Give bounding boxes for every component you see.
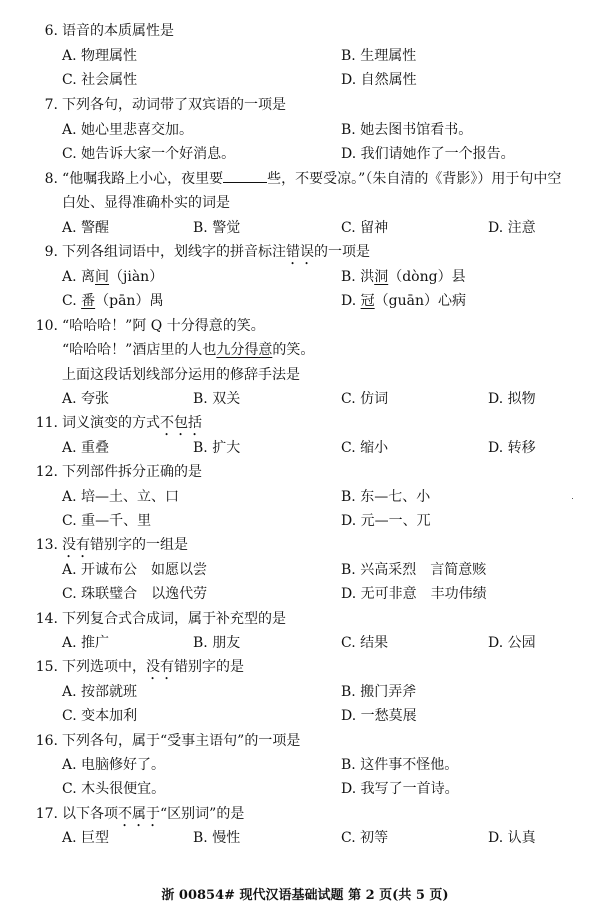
question-stem (0, 168, 561, 188)
option-c: C. 变本加利 (62, 708, 138, 724)
underlined-char: 间 (95, 269, 110, 285)
question-stem (0, 608, 286, 628)
underlined-char: 洞 (374, 269, 389, 285)
question-stem (0, 315, 265, 335)
option-a: A. 电脑修好了。 (62, 757, 166, 773)
question-stem (0, 730, 300, 750)
emphasis-text: 错误 (286, 244, 314, 260)
page-footer: 浙 00854# 现代汉语基础试题 第 2 页(共 5 页) (161, 888, 449, 903)
pinyin: （guān）心病 (374, 293, 466, 309)
stem-text: 错别字的一组是 (90, 537, 188, 553)
option-c: C. 她告诉大家一个好消息。 (62, 146, 236, 162)
stem-text: 些，不要受凉。”（朱自清的《背影》）用于句中空 (267, 171, 562, 187)
option-b: B. 她去图书馆看书。 (341, 122, 473, 138)
option-d: D. 我写了一首诗。 (341, 781, 459, 797)
question-number: 16. (35, 733, 58, 749)
question-stem (0, 412, 202, 439)
answer-blank (223, 181, 267, 183)
option-label: B. 洪 (341, 269, 375, 285)
option-c: C. 木头很便宜。 (62, 781, 166, 797)
option-a: A. 夸张 (62, 391, 110, 407)
stem-text: 的笑。 (272, 342, 315, 358)
option-d: D. 转移 (488, 440, 536, 456)
question-number: 11. (35, 415, 58, 431)
question-stem (0, 20, 174, 40)
option-b: B. 搬门弄斧 (341, 684, 417, 700)
option-c (62, 290, 163, 310)
question-number: 9. (44, 244, 58, 260)
option-b (341, 266, 466, 286)
option-d: D. 注意 (488, 220, 536, 236)
option-a: A. 物理属性 (62, 48, 138, 64)
pinyin: （dòng）县 (388, 269, 466, 285)
stem-text: “他嘱我路上小心，夜里要 (62, 171, 224, 187)
emphasis-text: 不属于 (118, 806, 160, 822)
option-label: A. 离 (62, 269, 96, 285)
option-a: A. 培—土、立、口 (62, 489, 180, 505)
option-d: D. 我们请她作了一个报告。 (341, 146, 515, 162)
scan-speck (572, 498, 573, 499)
option-a: A. 按部就班 (62, 684, 138, 700)
option-c: C. 结果 (341, 635, 389, 651)
question-number: 7. (44, 97, 58, 113)
option-a: A. 重叠 (62, 440, 110, 456)
stem-text: 下列选项中， (62, 659, 146, 675)
question-number: 14. (35, 611, 58, 627)
stem-text: 下列各组词语中，划线字的拼音标注 (62, 244, 286, 260)
option-b: B. 慢性 (193, 830, 241, 846)
stem-text: 语音的本质属性是 (62, 23, 174, 39)
emphasis-text: 没有 (62, 537, 90, 553)
stem-continuation (62, 339, 314, 359)
option-b: B. 生理属性 (341, 48, 417, 64)
question-number: 13. (35, 537, 58, 553)
option-c: C. 缩小 (341, 440, 389, 456)
option-d: D. 一愁莫展 (341, 708, 417, 724)
stem-continuation: 上面这段话划线部分运用的修辞手法是 (62, 367, 300, 383)
option-b: B. 朋友 (193, 635, 241, 651)
option-b: B. 这件事不怪他。 (341, 757, 459, 773)
stem-text: 下列各句，动词带了双宾语的一项是 (62, 97, 286, 113)
stem-text: 的一项是 (314, 244, 370, 260)
option-a: A. 她心里悲喜交加。 (62, 122, 194, 138)
underlined-char: 冠 (360, 293, 375, 309)
stem-text: 下列各句，属于“受事主语句”的一项是 (62, 733, 301, 749)
question-stem (0, 803, 244, 830)
stem-text: “哈哈哈！”阿 Q 十分得意的笑。 (62, 318, 265, 334)
pinyin: （pān）禺 (95, 293, 164, 309)
question-stem (0, 94, 286, 114)
option-a: A. 巨型 (62, 830, 110, 846)
option-d (341, 290, 466, 310)
stem-text: 下列部件拆分正确的是 (62, 464, 202, 480)
underlined-char: 番 (81, 293, 96, 309)
stem-text: 错别字的是 (174, 659, 244, 675)
option-a: A. 推广 (62, 635, 110, 651)
option-d: D. 自然属性 (341, 72, 417, 88)
option-d: D. 无可非意 丰功伟绩 (341, 586, 487, 602)
option-b: B. 东—七、小 (341, 489, 431, 505)
question-number: 12. (35, 464, 58, 480)
stem-text: 下列复合式合成词，属于补充型的是 (62, 611, 286, 627)
question-stem (0, 656, 244, 683)
pinyin: （jiàn） (109, 269, 164, 285)
option-c: C. 留神 (341, 220, 389, 236)
stem-text: 词义演变的方式 (62, 415, 160, 431)
option-b: B. 兴高采烈 言简意赅 (341, 562, 487, 578)
option-a: A. 警醒 (62, 220, 110, 236)
option-c: C. 珠联璧合 以逸代劳 (62, 586, 208, 602)
option-b: B. 警觉 (193, 220, 241, 236)
question-number: 15. (35, 659, 58, 675)
question-number: 10. (35, 318, 58, 334)
option-d: D. 认真 (488, 830, 536, 846)
stem-text: “区别词”的是 (160, 806, 245, 822)
emphasis-text: 没有 (146, 659, 174, 675)
option-d: D. 公园 (488, 635, 536, 651)
question-stem (0, 461, 202, 481)
option-c: C. 重—千、里 (62, 513, 152, 529)
question-stem (0, 241, 370, 268)
stem-text: “哈哈哈！”酒店里的人也 (62, 342, 217, 358)
option-b: B. 双关 (193, 391, 241, 407)
option-d: D. 元—一、兀 (341, 513, 431, 529)
question-number: 6. (44, 23, 58, 39)
option-a (62, 266, 163, 286)
option-c: C. 初等 (341, 830, 389, 846)
option-a: A. 开诚布公 如愿以尝 (62, 562, 208, 578)
stem-continuation: 白处、显得准确朴实的词是 (62, 195, 230, 211)
option-label: C. (62, 293, 82, 309)
stem-text: 以下各项 (62, 806, 118, 822)
question-number: 8. (44, 171, 58, 187)
underlined-phrase: 九分得意 (216, 342, 273, 358)
option-b: B. 扩大 (193, 440, 241, 456)
question-number: 17. (35, 806, 58, 822)
option-label: D. (341, 293, 361, 309)
question-stem (0, 534, 188, 561)
option-d: D. 拟物 (488, 391, 536, 407)
option-c: C. 仿词 (341, 391, 389, 407)
emphasis-text: 不包括 (160, 415, 202, 431)
option-c: C. 社会属性 (62, 72, 138, 88)
